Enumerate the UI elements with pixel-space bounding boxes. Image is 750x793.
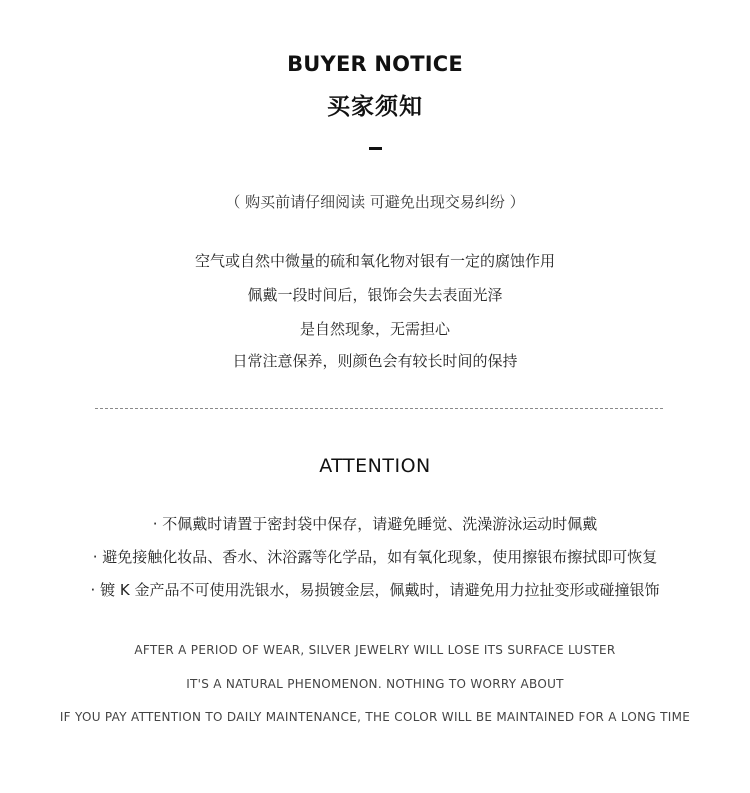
read-before-purchase-note: （ 购买前请仔细阅读 可避免出现交易纠纷 ） (225, 193, 525, 211)
title-english: BUYER NOTICE (287, 52, 463, 76)
intro-line: 日常注意保养，则颜色会有较长时间的保持 (232, 352, 518, 370)
dashed-divider (95, 408, 663, 409)
intro-line: 佩戴一段时间后，银饰会失去表面光泽 (247, 286, 503, 304)
intro-line: 空气或自然中微量的硫和氧化物对银有一定的腐蚀作用 (194, 252, 555, 270)
attention-bullet: · 镀 K 金产品不可使用洗银水，易损镀金层，佩戴时，请避免用力拉扯变形或碰撞银饰 (90, 581, 660, 599)
attention-bullet: · 不佩戴时请置于密封袋中保存，请避免睡觉、洗澡游泳运动时佩戴 (152, 515, 598, 533)
title-chinese: 买家须知 (327, 94, 423, 120)
intro-line: 是自然现象，无需担心 (299, 320, 450, 338)
english-note-line: IT'S A NATURAL PHENOMENON. NOTHING TO WORRY ABOUT (186, 677, 564, 691)
attention-heading: ATTENTION (319, 455, 431, 477)
english-note-line: IF YOU PAY ATTENTION TO DAILY MAINTENANCE, THE COLOR WILL BE MAINTAINED FOR A LONG TIME (59, 710, 691, 724)
english-note-line: AFTER A PERIOD OF WEAR, SILVER JEWELRY WILL LOSE ITS SURFACE LUSTER (134, 643, 616, 657)
title-dash-divider (369, 147, 382, 150)
attention-bullet: · 避免接触化妆品、香水、沐浴露等化学品，如有氧化现象，使用擦银布擦拭即可恢复 (92, 548, 658, 566)
